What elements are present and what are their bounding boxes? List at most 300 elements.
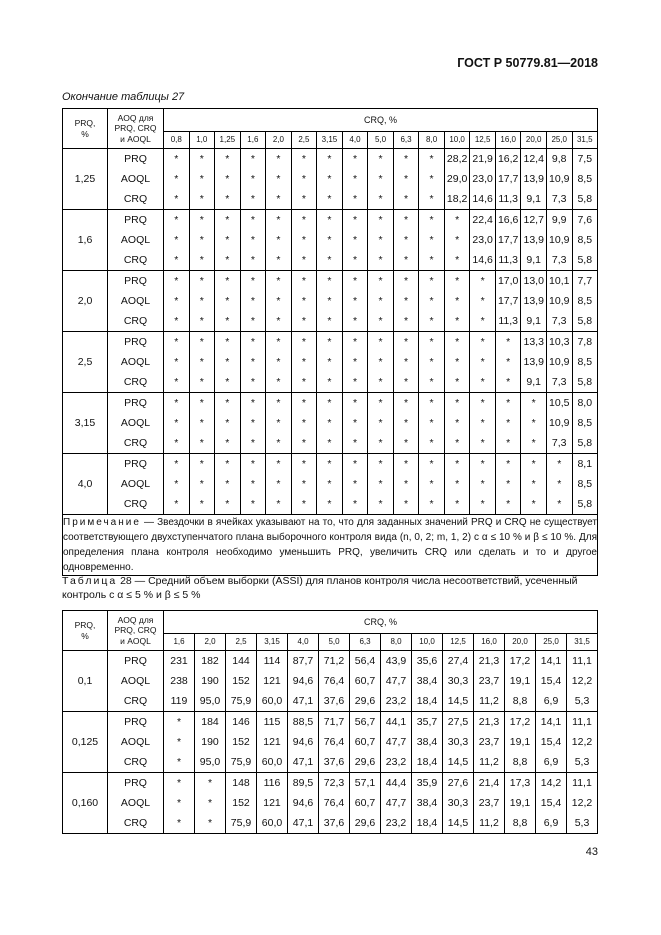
table-cell: 60,7 [349, 671, 380, 691]
table-cell: * [418, 433, 444, 453]
table-cell: 116 [256, 773, 287, 793]
values-block [164, 773, 598, 834]
row-label: AOQL [120, 736, 151, 748]
row-labels [108, 332, 164, 393]
table-cell: 19,1 [504, 793, 535, 813]
table-cell: * [393, 169, 419, 189]
table-cell: * [214, 393, 240, 413]
table-cell: * [495, 393, 521, 413]
table-cell: 87,7 [287, 651, 318, 671]
table-cell: * [174, 275, 179, 287]
table-cell: * [189, 311, 215, 331]
table-cell: * [189, 413, 215, 433]
table-cell: 27,5 [442, 712, 473, 732]
table-cell: 11,2 [473, 691, 504, 711]
table-cell: * [240, 230, 266, 250]
table-cell: 19,1 [504, 671, 535, 691]
table-cell: 23,7 [473, 732, 504, 752]
table-cell: 11,3 [495, 250, 521, 270]
table-row [164, 291, 597, 311]
table-cell: * [291, 352, 317, 372]
table-cell: * [291, 210, 317, 230]
table-cell: 7,8 [572, 332, 598, 352]
table-cell: * [174, 437, 179, 449]
prq-group [63, 651, 598, 712]
table-cell: * [240, 189, 266, 209]
table-cell: 23,2 [380, 691, 411, 711]
row-label: AOQL [120, 295, 151, 307]
table-cell: 121 [256, 732, 287, 752]
table-cell: * [342, 393, 368, 413]
table-cell: * [265, 352, 291, 372]
table-cell: * [316, 454, 342, 474]
table-cell: * [418, 311, 444, 331]
table-cell: * [418, 210, 444, 230]
table-cell: 14,5 [442, 752, 473, 772]
aoq-header-line: AOQ для [117, 112, 154, 123]
table-cell: 43,9 [380, 651, 411, 671]
table-cell: * [291, 311, 317, 331]
table-cell: 152 [225, 671, 256, 691]
table-cell: * [174, 173, 179, 185]
table-cell: * [194, 773, 225, 793]
table-cell: * [546, 494, 572, 514]
table-cell: * [265, 230, 291, 250]
table-cell: * [189, 454, 215, 474]
table-28 [62, 610, 598, 834]
table-cell: 14,6 [469, 250, 495, 270]
table-cell: * [520, 413, 546, 433]
table-cell: 75,9 [225, 752, 256, 772]
table-row [164, 793, 597, 813]
table-cell: 23,7 [473, 793, 504, 813]
row-label: PRQ [124, 458, 147, 470]
table-cell: * [174, 498, 179, 510]
table-cell: 10,9 [546, 352, 572, 372]
table-cell: * [189, 393, 215, 413]
table-27-caption: Окончание таблицы 27 [62, 91, 185, 103]
table-cell: * [316, 332, 342, 352]
crq-value-header: 8,0 [380, 634, 411, 650]
table-cell: * [240, 474, 266, 494]
table-cell: * [189, 210, 215, 230]
table-cell: * [393, 189, 419, 209]
table-cell: * [265, 372, 291, 392]
table-row [164, 311, 597, 331]
prq-value: 0,125 [63, 712, 108, 773]
table-cell: 75,9 [225, 813, 256, 833]
prq-group [63, 454, 598, 515]
table-cell: * [367, 189, 393, 209]
table-cell: 5,8 [572, 189, 598, 209]
table-cell: 75,9 [225, 691, 256, 711]
table-cell: 27,6 [442, 773, 473, 793]
table-cell: 7,3 [546, 311, 572, 331]
table-cell: * [189, 433, 215, 453]
table-cell: 16,2 [495, 149, 521, 169]
table-cell: 7,7 [572, 271, 598, 291]
table-cell: * [444, 454, 470, 474]
table-cell: 29,6 [349, 752, 380, 772]
table-cell: 7,6 [572, 210, 598, 230]
table-cell: * [291, 393, 317, 413]
prq-value: 2,0 [63, 271, 108, 332]
table-cell: * [444, 413, 470, 433]
table-cell: * [291, 169, 317, 189]
table-cell: * [444, 494, 470, 514]
prq-value: 4,0 [63, 454, 108, 515]
aoq-column-header [108, 611, 164, 651]
table-cell: 23,7 [473, 671, 504, 691]
table-cell: 8,1 [572, 454, 598, 474]
row-label: CRQ [123, 498, 148, 510]
table-cell: * [367, 311, 393, 331]
table-cell: * [520, 454, 546, 474]
table-cell: * [176, 777, 182, 789]
table-cell: 13,0 [520, 271, 546, 291]
page-number: 43 [585, 846, 598, 858]
row-label: CRQ [123, 376, 148, 388]
row-label: AOQL [120, 356, 151, 368]
table-cell: * [469, 494, 495, 514]
table-cell: 57,1 [349, 773, 380, 793]
table-cell: * [393, 372, 419, 392]
row-labels [108, 210, 164, 271]
table-cell: 13,9 [520, 169, 546, 189]
table-row [164, 332, 597, 352]
table-cell: * [495, 474, 521, 494]
table-cell: * [174, 458, 179, 470]
table-cell: * [214, 169, 240, 189]
table-cell: 11,3 [495, 311, 521, 331]
prq-group [63, 210, 598, 271]
table-row [164, 230, 597, 250]
table-cell: * [367, 149, 393, 169]
table-cell: * [367, 210, 393, 230]
row-labels [108, 712, 164, 773]
table-cell: * [342, 230, 368, 250]
table-cell: * [291, 189, 317, 209]
table-cell: 13,3 [520, 332, 546, 352]
table-cell: 238 [170, 675, 188, 687]
table-cell: 119 [170, 695, 188, 707]
table-cell: * [291, 332, 317, 352]
table-cell: * [174, 193, 179, 205]
table-cell: * [418, 474, 444, 494]
crq-value-header: 16,0 [473, 634, 504, 650]
table-cell: 146 [225, 712, 256, 732]
table-cell: 95,0 [194, 752, 225, 772]
row-label: CRQ [123, 817, 148, 829]
crq-value-header: 2,0 [265, 132, 291, 148]
crq-value-header: 5,0 [367, 132, 393, 148]
table-cell: 18,2 [444, 189, 470, 209]
table-cell: 22,4 [469, 210, 495, 230]
table-row [164, 250, 597, 270]
table-cell: * [291, 291, 317, 311]
table-cell: * [418, 372, 444, 392]
table-cell: 5,8 [572, 250, 598, 270]
table-cell: * [214, 189, 240, 209]
table-cell: 17,7 [495, 230, 521, 250]
table-cell: * [214, 250, 240, 270]
table-cell: * [342, 494, 368, 514]
table-cell: 76,4 [318, 793, 349, 813]
table-cell: * [240, 454, 266, 474]
aoq-header-line: и AOQL [120, 635, 151, 646]
table-cell: * [444, 332, 470, 352]
table-cell: * [367, 393, 393, 413]
table-cell: 14,5 [442, 691, 473, 711]
table-cell: * [265, 494, 291, 514]
values-block [164, 454, 598, 515]
crq-value-header: 20,0 [520, 132, 546, 148]
table-cell: 10,9 [546, 413, 572, 433]
prq-header-line: % [81, 630, 89, 641]
table-cell: 89,5 [287, 773, 318, 793]
table-cell: * [342, 352, 368, 372]
table-cell: * [174, 153, 179, 165]
table-cell: 21,3 [473, 651, 504, 671]
table-cell: * [174, 336, 179, 348]
table-cell: 14,5 [442, 813, 473, 833]
table-cell: * [444, 311, 470, 331]
table-cell: * [367, 169, 393, 189]
table-cell: 30,3 [442, 671, 473, 691]
table-cell: * [393, 494, 419, 514]
prq-header-line: PRQ, [74, 117, 96, 128]
crq-value-header: 6,3 [349, 634, 380, 650]
table-cell: 15,4 [535, 671, 566, 691]
values-block [164, 712, 598, 773]
table-cell: 8,5 [572, 169, 598, 189]
table-cell: 9,9 [546, 210, 572, 230]
table-cell: * [214, 332, 240, 352]
table-row [164, 752, 597, 772]
table-cell: * [265, 169, 291, 189]
crq-value-header: 25,0 [546, 132, 572, 148]
table-cell: * [291, 230, 317, 250]
table-cell: * [265, 271, 291, 291]
row-labels [108, 651, 164, 712]
prq-group [63, 712, 598, 773]
table-cell: 5,3 [566, 813, 597, 833]
table-cell: * [495, 352, 521, 372]
table-cell: 5,8 [572, 372, 598, 392]
table-cell: 11,1 [566, 712, 597, 732]
table-cell: 60,7 [349, 793, 380, 813]
table-cell: * [444, 230, 470, 250]
table-cell: 182 [194, 651, 225, 671]
table-cell: * [367, 271, 393, 291]
table-cell: 231 [170, 655, 188, 667]
table-cell: 10,1 [546, 271, 572, 291]
table-cell: * [469, 454, 495, 474]
table-cell: * [265, 189, 291, 209]
table-cell: 114 [256, 651, 287, 671]
table-cell: 7,3 [546, 189, 572, 209]
table-cell: * [189, 271, 215, 291]
table-cell: 8,5 [572, 230, 598, 250]
table-cell: 5,8 [572, 311, 598, 331]
table-cell: * [240, 250, 266, 270]
table-cell: 15,4 [535, 732, 566, 752]
table-cell: 38,4 [411, 671, 442, 691]
crq-value-header: 3,15 [256, 634, 287, 650]
table-cell: * [342, 474, 368, 494]
table-cell: * [174, 315, 179, 327]
table-cell: 12,4 [520, 149, 546, 169]
table-cell: 9,1 [520, 372, 546, 392]
row-label: AOQL [120, 173, 151, 185]
table-row [164, 671, 597, 691]
crq-value-header: 31,5 [566, 634, 597, 650]
row-labels [108, 393, 164, 454]
table-cell: 7,3 [546, 250, 572, 270]
table-cell: * [342, 311, 368, 331]
row-label: CRQ [123, 254, 148, 266]
table-cell: * [444, 250, 470, 270]
table-cell: 28,2 [444, 149, 470, 169]
table-cell: 47,7 [380, 671, 411, 691]
table-cell: 12,2 [566, 732, 597, 752]
values-block [164, 210, 598, 271]
table-cell: * [240, 372, 266, 392]
table-cell: * [495, 454, 521, 474]
table-cell: 35,9 [411, 773, 442, 793]
crq-value-header: 2,0 [194, 634, 225, 650]
crq-value-header: 0,8 [170, 135, 182, 144]
table-cell: 5,3 [566, 691, 597, 711]
table-cell: * [418, 393, 444, 413]
crq-value-header: 1,6 [240, 132, 266, 148]
table-cell: * [174, 417, 179, 429]
prq-column-header [63, 109, 108, 149]
table-cell: * [393, 474, 419, 494]
table-cell: * [189, 352, 215, 372]
table-cell: 14,2 [535, 773, 566, 793]
table-cell: * [214, 311, 240, 331]
aoq-header-line: и AOQL [120, 133, 151, 144]
table-cell: * [342, 291, 368, 311]
table-cell: 37,6 [318, 752, 349, 772]
crq-value-header: 2,5 [225, 634, 256, 650]
table-row [164, 169, 597, 189]
table-cell: 76,4 [318, 732, 349, 752]
table-cell: * [316, 393, 342, 413]
table-cell: 190 [194, 671, 225, 691]
table-cell: 8,0 [572, 393, 598, 413]
table-cell: 11,2 [473, 752, 504, 772]
table-cell: * [342, 454, 368, 474]
table-cell: 10,9 [546, 230, 572, 250]
table-cell: 190 [194, 732, 225, 752]
table-cell: * [189, 230, 215, 250]
table-cell: * [189, 189, 215, 209]
table-row [164, 813, 597, 833]
row-label: CRQ [123, 695, 148, 707]
table-cell: * [469, 413, 495, 433]
table-cell: * [495, 413, 521, 433]
table-cell: * [367, 250, 393, 270]
table-cell: 115 [256, 712, 287, 732]
table-cell: 121 [256, 793, 287, 813]
table-cell: * [214, 413, 240, 433]
table-cell: * [444, 393, 470, 413]
crq-value-header: 31,5 [572, 132, 598, 148]
table-cell: 23,2 [380, 813, 411, 833]
table-cell: 5,3 [566, 752, 597, 772]
prq-group [63, 393, 598, 454]
values-block [164, 393, 598, 454]
table-cell: 12,2 [566, 793, 597, 813]
table-cell: * [393, 393, 419, 413]
table-cell: 17,2 [504, 651, 535, 671]
prq-value: 0,160 [63, 773, 108, 834]
table-cell: 6,9 [535, 813, 566, 833]
table-cell: * [265, 454, 291, 474]
table-cell: 184 [194, 712, 225, 732]
table-cell: 14,1 [535, 651, 566, 671]
table-cell: * [469, 352, 495, 372]
table-cell: * [367, 332, 393, 352]
table-cell: * [265, 210, 291, 230]
table-cell: 152 [225, 793, 256, 813]
table-cell: * [469, 393, 495, 413]
table-cell: * [214, 291, 240, 311]
table-cell: 11,1 [566, 773, 597, 793]
table-row [164, 474, 597, 494]
table-cell: * [265, 413, 291, 433]
note-label: Примечание [63, 517, 141, 528]
table-row [164, 189, 597, 209]
table-cell: * [176, 736, 182, 748]
table-cell: * [176, 797, 182, 809]
row-labels [108, 773, 164, 834]
table-cell: 47,1 [287, 691, 318, 711]
table-cell: 14,1 [535, 712, 566, 732]
table-cell: 56,4 [349, 651, 380, 671]
table-cell: 60,0 [256, 691, 287, 711]
table-cell: * [367, 230, 393, 250]
table-cell: * [189, 474, 215, 494]
table-cell: * [469, 433, 495, 453]
table-cell: * [174, 295, 179, 307]
row-label: AOQL [120, 675, 151, 687]
table-cell: * [316, 250, 342, 270]
table-cell: 8,5 [572, 352, 598, 372]
table-cell: * [316, 169, 342, 189]
table-cell: 35,7 [411, 712, 442, 732]
row-label: CRQ [123, 193, 148, 205]
row-label: AOQL [120, 797, 151, 809]
table-28-caption [62, 574, 602, 602]
table-cell: 94,6 [287, 732, 318, 752]
aoq-header-line: AOQ для [117, 614, 154, 625]
prq-group [63, 332, 598, 393]
table-cell: * [240, 332, 266, 352]
prq-value: 1,25 [63, 149, 108, 210]
table-cell: 19,1 [504, 732, 535, 752]
table-cell: 60,0 [256, 813, 287, 833]
table-cell: 76,4 [318, 671, 349, 691]
table-cell: * [189, 169, 215, 189]
table-cell: * [316, 189, 342, 209]
table-cell: * [393, 433, 419, 453]
table-cell: 11,2 [473, 813, 504, 833]
table-cell: 18,4 [411, 813, 442, 833]
table-cell: * [240, 291, 266, 311]
